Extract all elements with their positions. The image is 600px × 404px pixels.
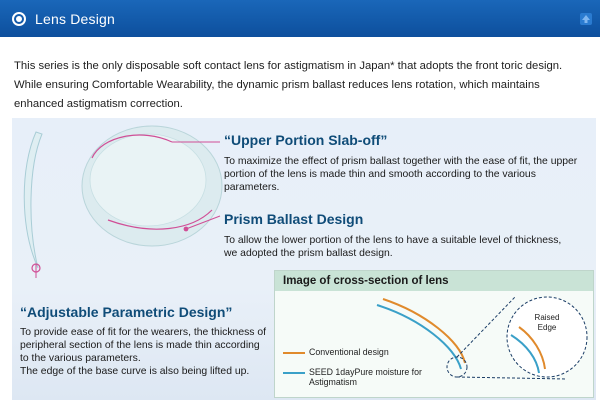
intro-paragraph: This series is the only disposable soft contact lens for astigmatism in Japan* that adopts the front toric design. While ensuring Comfortable Wearability, the dynamic prism ballast reduces lens rotation, which maintains enhanced astigmatism correction. (14, 60, 563, 111)
adjustable-parametric-heading: “Adjustable Parametric Design” (20, 304, 233, 320)
section-header (0, 0, 600, 37)
back-to-top-icon[interactable] (580, 13, 592, 25)
legend-line-seed (283, 372, 305, 374)
legend-label-conventional: Conventional design (309, 347, 389, 357)
prism-ballast-heading: Prism Ballast Design (224, 211, 364, 227)
raised-edge-label: Raised Edge (534, 313, 560, 332)
prism-ballast-description: To allow the lower portion of the lens to have a suitable level of thickness, we adopted the prism ballast design. (224, 235, 562, 260)
section-title: Lens Design (35, 10, 116, 27)
cross-section-title: Image of cross-section of lens (275, 271, 593, 291)
adjustable-parametric-description: To provide ease of fit for the wearers, the thickness of peripheral section of the lens is made thin according to the various parameters. (20, 327, 267, 365)
slab-off-description: To maximize the effect of prism ballast together with the ease of fit, the upper portion of the lens is made thin and smooth according to the various parameters. (224, 156, 578, 194)
cross-section-panel (274, 270, 594, 398)
lens-design-figure (12, 118, 596, 400)
legend-label-seed: SEED 1dayPure moisture for Astigmatism (309, 367, 422, 387)
legend-line-conventional (283, 352, 305, 354)
radio-selected-icon (12, 12, 26, 26)
base-curve-note: The edge of the base curve is also being lifted up. (20, 366, 250, 377)
slab-off-heading: “Upper Portion Slab-off” (224, 132, 388, 148)
